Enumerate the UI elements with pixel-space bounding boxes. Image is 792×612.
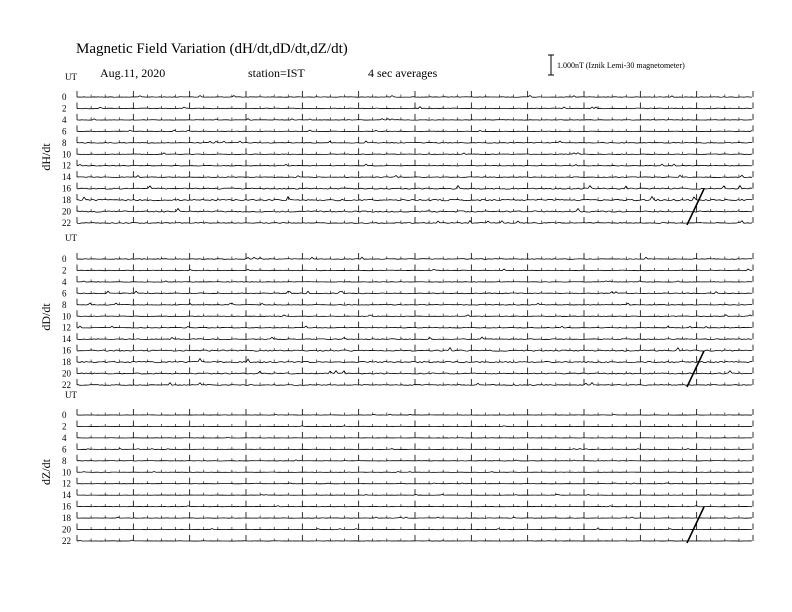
trace-line	[77, 506, 752, 507]
hour-tick-label: 0	[62, 92, 67, 102]
panel-ylabel: dZ/dt	[39, 459, 53, 485]
trace-line	[77, 197, 752, 201]
hour-tick-label: 18	[62, 357, 71, 368]
hour-tick-label: 20	[62, 524, 71, 535]
hour-tick-label: 8	[62, 137, 67, 148]
trace-line	[77, 315, 752, 317]
trace-line	[77, 164, 752, 166]
hour-tick-label: 2	[62, 103, 67, 114]
hour-tick-label: 4	[62, 432, 67, 443]
ut-label: UT	[65, 233, 77, 243]
trace-line	[77, 426, 752, 427]
trace-line	[77, 257, 752, 259]
hour-tick-label: 14	[62, 172, 71, 183]
trace-line	[77, 337, 752, 339]
chart-title: Magnetic Field Variation (dH/dt,dD/dt,dZ/dt)	[76, 41, 348, 57]
hour-tick-label: 6	[62, 444, 67, 455]
hour-tick-label: 0	[62, 410, 67, 420]
hour-tick-label: 2	[62, 421, 67, 432]
trace-line	[77, 96, 752, 98]
date-label: Aug.11, 2020	[100, 66, 166, 80]
trace-line	[77, 383, 752, 386]
trace-line	[77, 141, 752, 143]
trace-line	[77, 359, 752, 363]
hour-tick-label: 2	[62, 265, 67, 276]
hour-tick-label: 6	[62, 288, 67, 299]
station-label: station=IST	[248, 66, 305, 80]
slope-marker	[687, 351, 704, 387]
hour-tick-label: 16	[62, 501, 71, 512]
panel-dZ-dt	[39, 390, 753, 546]
trace-line	[77, 303, 752, 305]
hour-tick-label: 20	[62, 206, 71, 217]
trace-line	[77, 449, 752, 450]
hour-tick-label: 22	[62, 535, 71, 546]
panel-dH-dt	[39, 72, 753, 228]
hour-tick-label: 12	[62, 322, 71, 333]
trace-line	[77, 119, 752, 121]
hour-tick-label: 10	[62, 149, 71, 160]
panel-dD-dt	[39, 233, 753, 390]
trace-line	[77, 460, 752, 461]
trace-line	[77, 483, 752, 484]
hour-tick-label: 14	[62, 490, 71, 501]
trace-line	[77, 437, 752, 438]
trace-line	[77, 348, 752, 352]
trace-line	[77, 130, 752, 132]
averaging-label: 4 sec averages	[368, 66, 438, 80]
hour-tick-label: 12	[62, 478, 71, 489]
hour-tick-label: 10	[62, 467, 71, 478]
trace-line	[77, 281, 752, 282]
trace-line	[77, 517, 752, 518]
trace-line	[77, 529, 752, 530]
hour-tick-label: 22	[62, 379, 71, 390]
trace-line	[77, 208, 752, 212]
trace-line	[77, 326, 752, 328]
hour-tick-label: 22	[62, 217, 71, 228]
trace-line	[77, 186, 752, 190]
hour-tick-label: 4	[62, 276, 67, 287]
hour-tick-label: 4	[62, 114, 67, 125]
trace-line	[77, 269, 752, 271]
hour-tick-label: 8	[62, 455, 67, 466]
panel-ylabel: dD/dt	[39, 303, 53, 331]
slope-marker	[687, 189, 704, 225]
trace-line	[77, 494, 752, 495]
hour-tick-label: 8	[62, 299, 67, 310]
trace-line	[77, 540, 752, 541]
hour-tick-label: 0	[62, 254, 67, 264]
trace-line	[77, 472, 752, 473]
trace-line	[77, 175, 752, 177]
trace-line	[77, 371, 752, 374]
scale-label: 1.000nT (Iznik Lemi-30 magnetometer)	[557, 61, 685, 70]
hour-tick-label: 6	[62, 126, 67, 137]
hour-tick-label: 16	[62, 183, 71, 194]
hour-tick-label: 10	[62, 311, 71, 322]
ut-label: UT	[65, 72, 77, 82]
hour-tick-label: 18	[62, 513, 71, 524]
hour-tick-label: 16	[62, 345, 71, 356]
hour-tick-label: 18	[62, 195, 71, 206]
ut-label: UT	[65, 390, 77, 400]
trace-line	[77, 107, 752, 109]
trace-line	[77, 414, 752, 415]
hour-tick-label: 14	[62, 334, 71, 345]
hour-tick-label: 20	[62, 368, 71, 379]
scale-bar	[548, 55, 554, 75]
hour-tick-label: 12	[62, 160, 71, 171]
trace-line	[77, 291, 752, 294]
trace-line	[77, 221, 752, 224]
trace-line	[77, 153, 752, 155]
panel-ylabel: dH/dt	[39, 143, 53, 171]
slope-marker	[687, 507, 704, 543]
